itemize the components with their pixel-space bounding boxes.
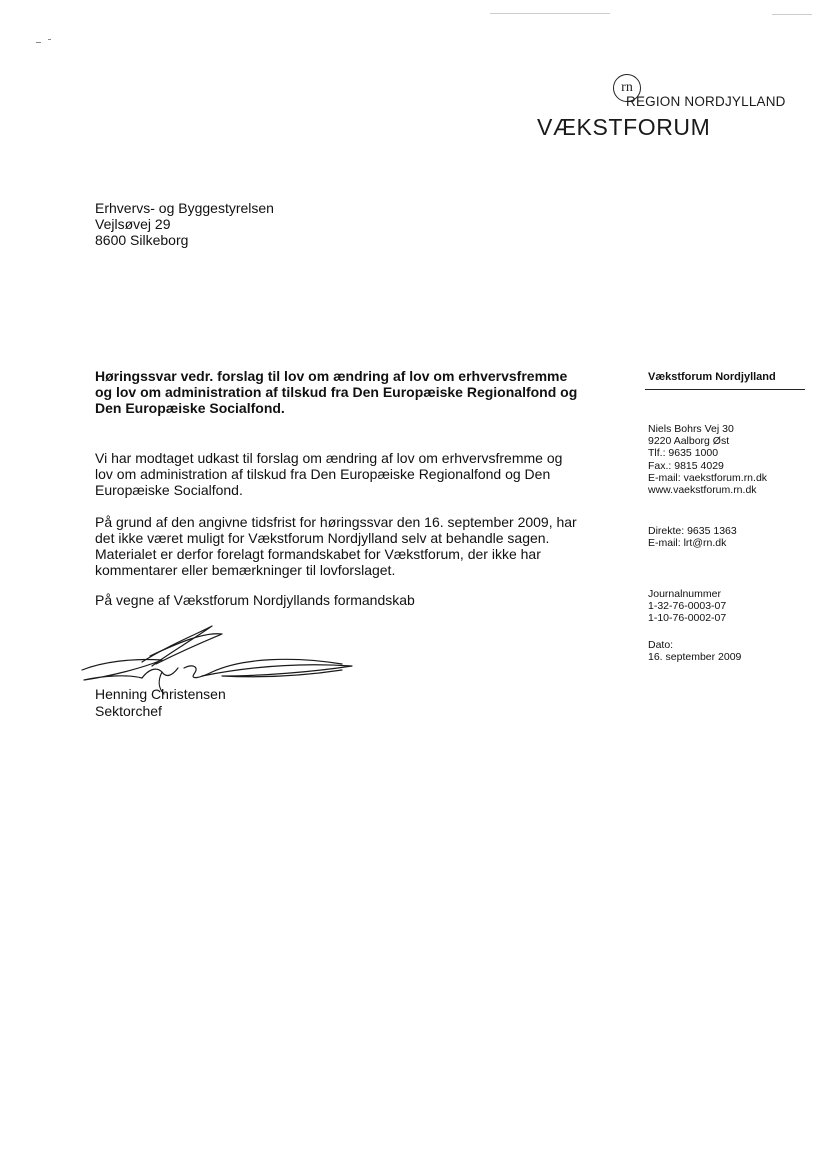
region-logo-icon: rn bbox=[613, 74, 641, 102]
contact-line: Tlf.: 9635 1000 bbox=[648, 447, 719, 460]
date-label: Dato: bbox=[648, 639, 674, 651]
contact-line: E-mail: vaekstforum.rn.dk bbox=[648, 471, 768, 484]
direct-phone: Direkte: 9635 1363 bbox=[648, 525, 737, 537]
body-line: Vi har modtaget udkast til forslag om ændring af lov om erhvervsfremme og bbox=[95, 450, 563, 466]
direct-email: E-mail: lrt@rn.dk bbox=[648, 537, 727, 550]
contact-line: www.vaekstforum.rn.dk bbox=[648, 484, 757, 497]
journal-number: 1-32-76-0003-07 bbox=[648, 600, 727, 613]
scan-speck bbox=[772, 14, 812, 15]
sidebar-heading: Vækstforum Nordjylland bbox=[648, 371, 776, 383]
body-line: På vegne af Vækstforum Nordjyllands formandskab bbox=[95, 592, 415, 608]
body-line: Materialet er derfor forelagt formandskabet for Vækstforum, der ikke har bbox=[95, 546, 541, 562]
recipient-street: Vejlsøvej 29 bbox=[95, 216, 171, 232]
signer-title: Sektorchef bbox=[95, 703, 162, 719]
body-paragraph-1 bbox=[95, 450, 562, 498]
scan-speck bbox=[48, 39, 51, 40]
body-line: På grund af den angivne tidsfrist for høringssvar den 16. september 2009, har bbox=[95, 514, 577, 530]
subject-line: Høringssvar vedr. forslag til lov om ændring af lov om erhvervsfremme bbox=[95, 368, 568, 384]
subject-line: Den Europæiske Socialfond. bbox=[95, 400, 285, 416]
subject-line: og lov om administration af tilskud fra Den Europæiske Regionalfond og bbox=[95, 384, 578, 400]
sidebar-date bbox=[648, 639, 741, 663]
body-line: lov om administration af tilskud fra Den Europæiske Regionalfond og Den bbox=[95, 466, 551, 482]
recipient-address bbox=[95, 200, 274, 248]
recipient-city: 8600 Silkeborg bbox=[95, 232, 189, 248]
sidebar-journal bbox=[648, 588, 726, 625]
body-line: kommentarer eller bemærkninger til lovforslaget. bbox=[95, 562, 396, 578]
journal-number: 1-10-76-0002-07 bbox=[648, 612, 727, 625]
sidebar-contact-info bbox=[648, 423, 767, 496]
body-line: Europæiske Socialfond. bbox=[95, 482, 243, 498]
closing-line bbox=[95, 592, 415, 608]
contact-line: 9220 Aalborg Øst bbox=[648, 435, 730, 448]
recipient-name: Erhvervs- og Byggestyrelsen bbox=[95, 200, 274, 216]
logo-title: VÆKSTFORUM bbox=[537, 114, 711, 140]
sidebar-divider bbox=[645, 389, 805, 390]
body-paragraph-2 bbox=[95, 514, 577, 578]
letter-subject bbox=[95, 368, 595, 416]
signer-name: Henning Christensen bbox=[95, 686, 226, 702]
logo-region-name: REGION NORDJYLLAND bbox=[626, 94, 786, 109]
body-line: det ikke været muligt for Vækstforum Nordjylland selv at behandle sagen. bbox=[95, 530, 550, 546]
sidebar-direct-contact bbox=[648, 525, 737, 549]
contact-line: Fax.: 9815 4029 bbox=[648, 459, 724, 472]
scan-speck bbox=[490, 13, 610, 14]
signer-block bbox=[95, 686, 226, 720]
journal-label: Journalnummer bbox=[648, 588, 721, 600]
scan-speck bbox=[36, 42, 41, 43]
date-value: 16. september 2009 bbox=[648, 651, 742, 664]
contact-line: Niels Bohrs Vej 30 bbox=[648, 423, 734, 435]
